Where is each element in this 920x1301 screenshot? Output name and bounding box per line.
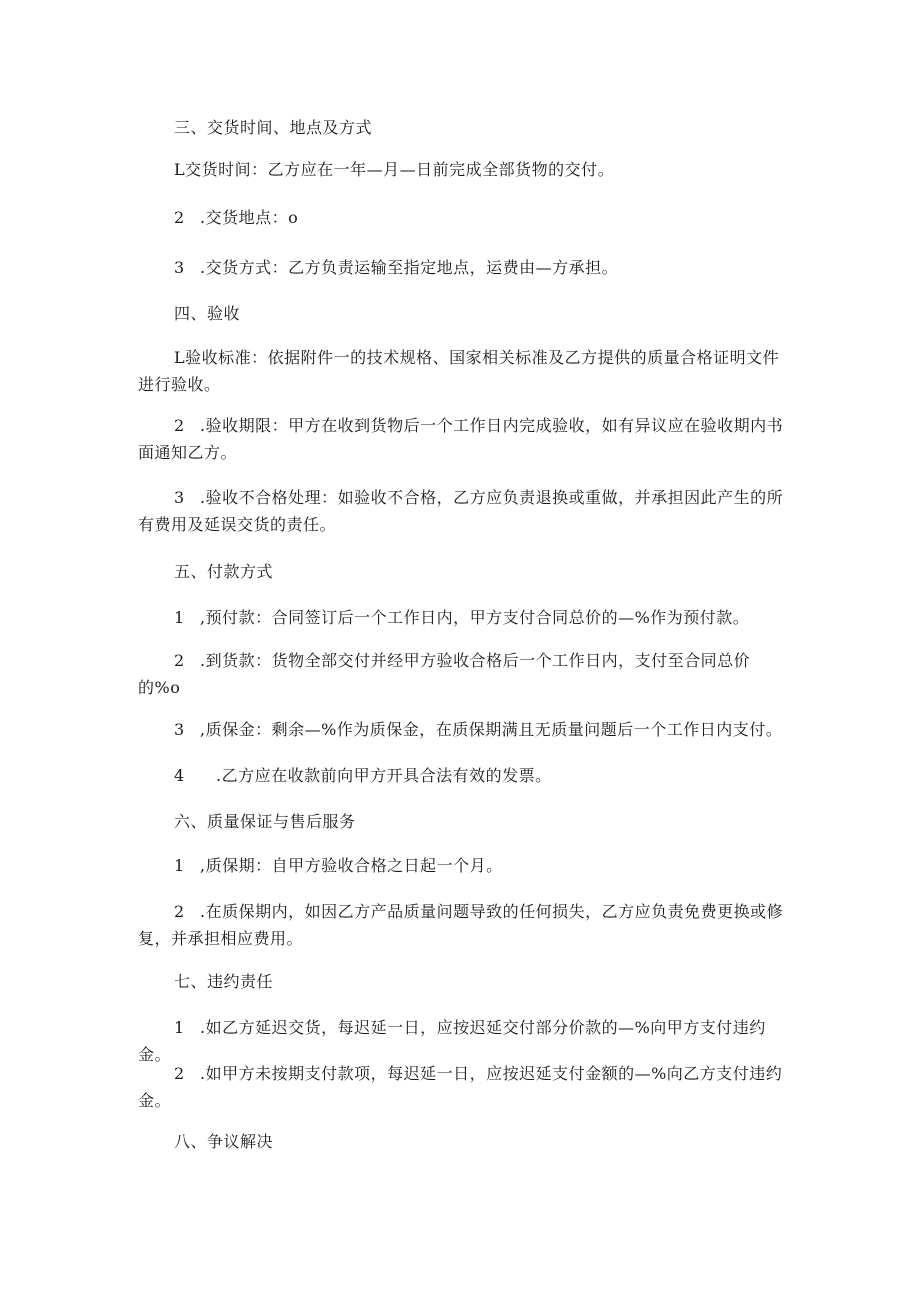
section-heading-dispute: 八、争议解决 bbox=[174, 1132, 274, 1151]
clause-advance-payment: 1 ,预付款：合同签订后一个工作日内，甲方支付合同总价的—%作为预付款。 bbox=[138, 604, 786, 631]
clause-warranty-period: 1 ,质保期：自甲方验收合格之日起一个月。 bbox=[138, 852, 786, 879]
clause-number: 1 bbox=[174, 1018, 185, 1037]
clause-number: 4 bbox=[174, 766, 185, 785]
clause-number: 2 bbox=[174, 1064, 185, 1083]
clause-delivery-place: 2 .交货地点：o bbox=[138, 204, 786, 231]
clause-number: 1 bbox=[174, 608, 185, 627]
clause-delivery-method: 3 .交货方式：乙方负责运输至指定地点，运费由—方承担。 bbox=[138, 254, 786, 281]
clause-number: 2 bbox=[174, 416, 185, 435]
clause-number: 3 bbox=[174, 258, 185, 277]
clause-acceptance-standard: L验收标准：依据附件一的技术规格、国家相关标准及乙方提供的质量合格证明文件进行验收。 bbox=[138, 348, 780, 394]
clause-buyer-delay: 2 .如甲方未按期支付款项，每迟延一日，应按迟延支付金额的—%向乙方支付违约金。 bbox=[138, 1060, 786, 1114]
clause-number: 2 bbox=[174, 902, 185, 921]
clause-number: 1 bbox=[174, 856, 185, 875]
clause-warranty-repair: 2 .在质保期内，如因乙方产品质量问题导致的任何损失，乙方应负责免费更换或修复，并承担相应费用。 bbox=[138, 898, 786, 952]
clause-acceptance-period: 2 .验收期限：甲方在收到货物后一个工作日内完成验收，如有异议应在验收期内书面通知乙方。 bbox=[138, 412, 786, 466]
clause-number: 3 bbox=[174, 488, 185, 507]
section-heading-payment: 五、付款方式 bbox=[174, 562, 274, 581]
clause-number: 2 bbox=[174, 208, 185, 227]
section-heading-warranty: 六、质量保证与售后服务 bbox=[174, 812, 356, 831]
clause-warranty-deposit: 3 ,质保金：剩余—%作为质保金，在质保期满且无质量问题后一个工作日内支付。 bbox=[138, 716, 786, 743]
clause-acceptance-failure: 3 .验收不合格处理：如验收不合格，乙方应负责退换或重做，并承担因此产生的所有费用及延误交货的责任。 bbox=[138, 484, 786, 538]
clause-seller-delay: 1 .如乙方延迟交货，每迟延一日，应按迟延交付部分价款的—%向甲方支付违约金。 bbox=[138, 1014, 786, 1068]
clause-invoice: 4 .乙方应在收款前向甲方开具合法有效的发票。 bbox=[138, 762, 786, 789]
clause-number: 3 bbox=[174, 720, 185, 739]
clause-number: 2 bbox=[174, 651, 185, 670]
section-heading-liability: 七、违约责任 bbox=[174, 972, 274, 991]
clause-delivery-payment: 2 .到货款：货物全部交付并经甲方验收合格后一个工作日内，支付至合同总价的%o bbox=[138, 647, 786, 701]
section-heading-acceptance: 四、验收 bbox=[174, 304, 241, 323]
section-heading-delivery: 三、交货时间、地点及方式 bbox=[174, 118, 373, 137]
clause-delivery-time: L交货时间：乙方应在一年—月—日前完成全部货物的交付。 bbox=[174, 160, 615, 179]
